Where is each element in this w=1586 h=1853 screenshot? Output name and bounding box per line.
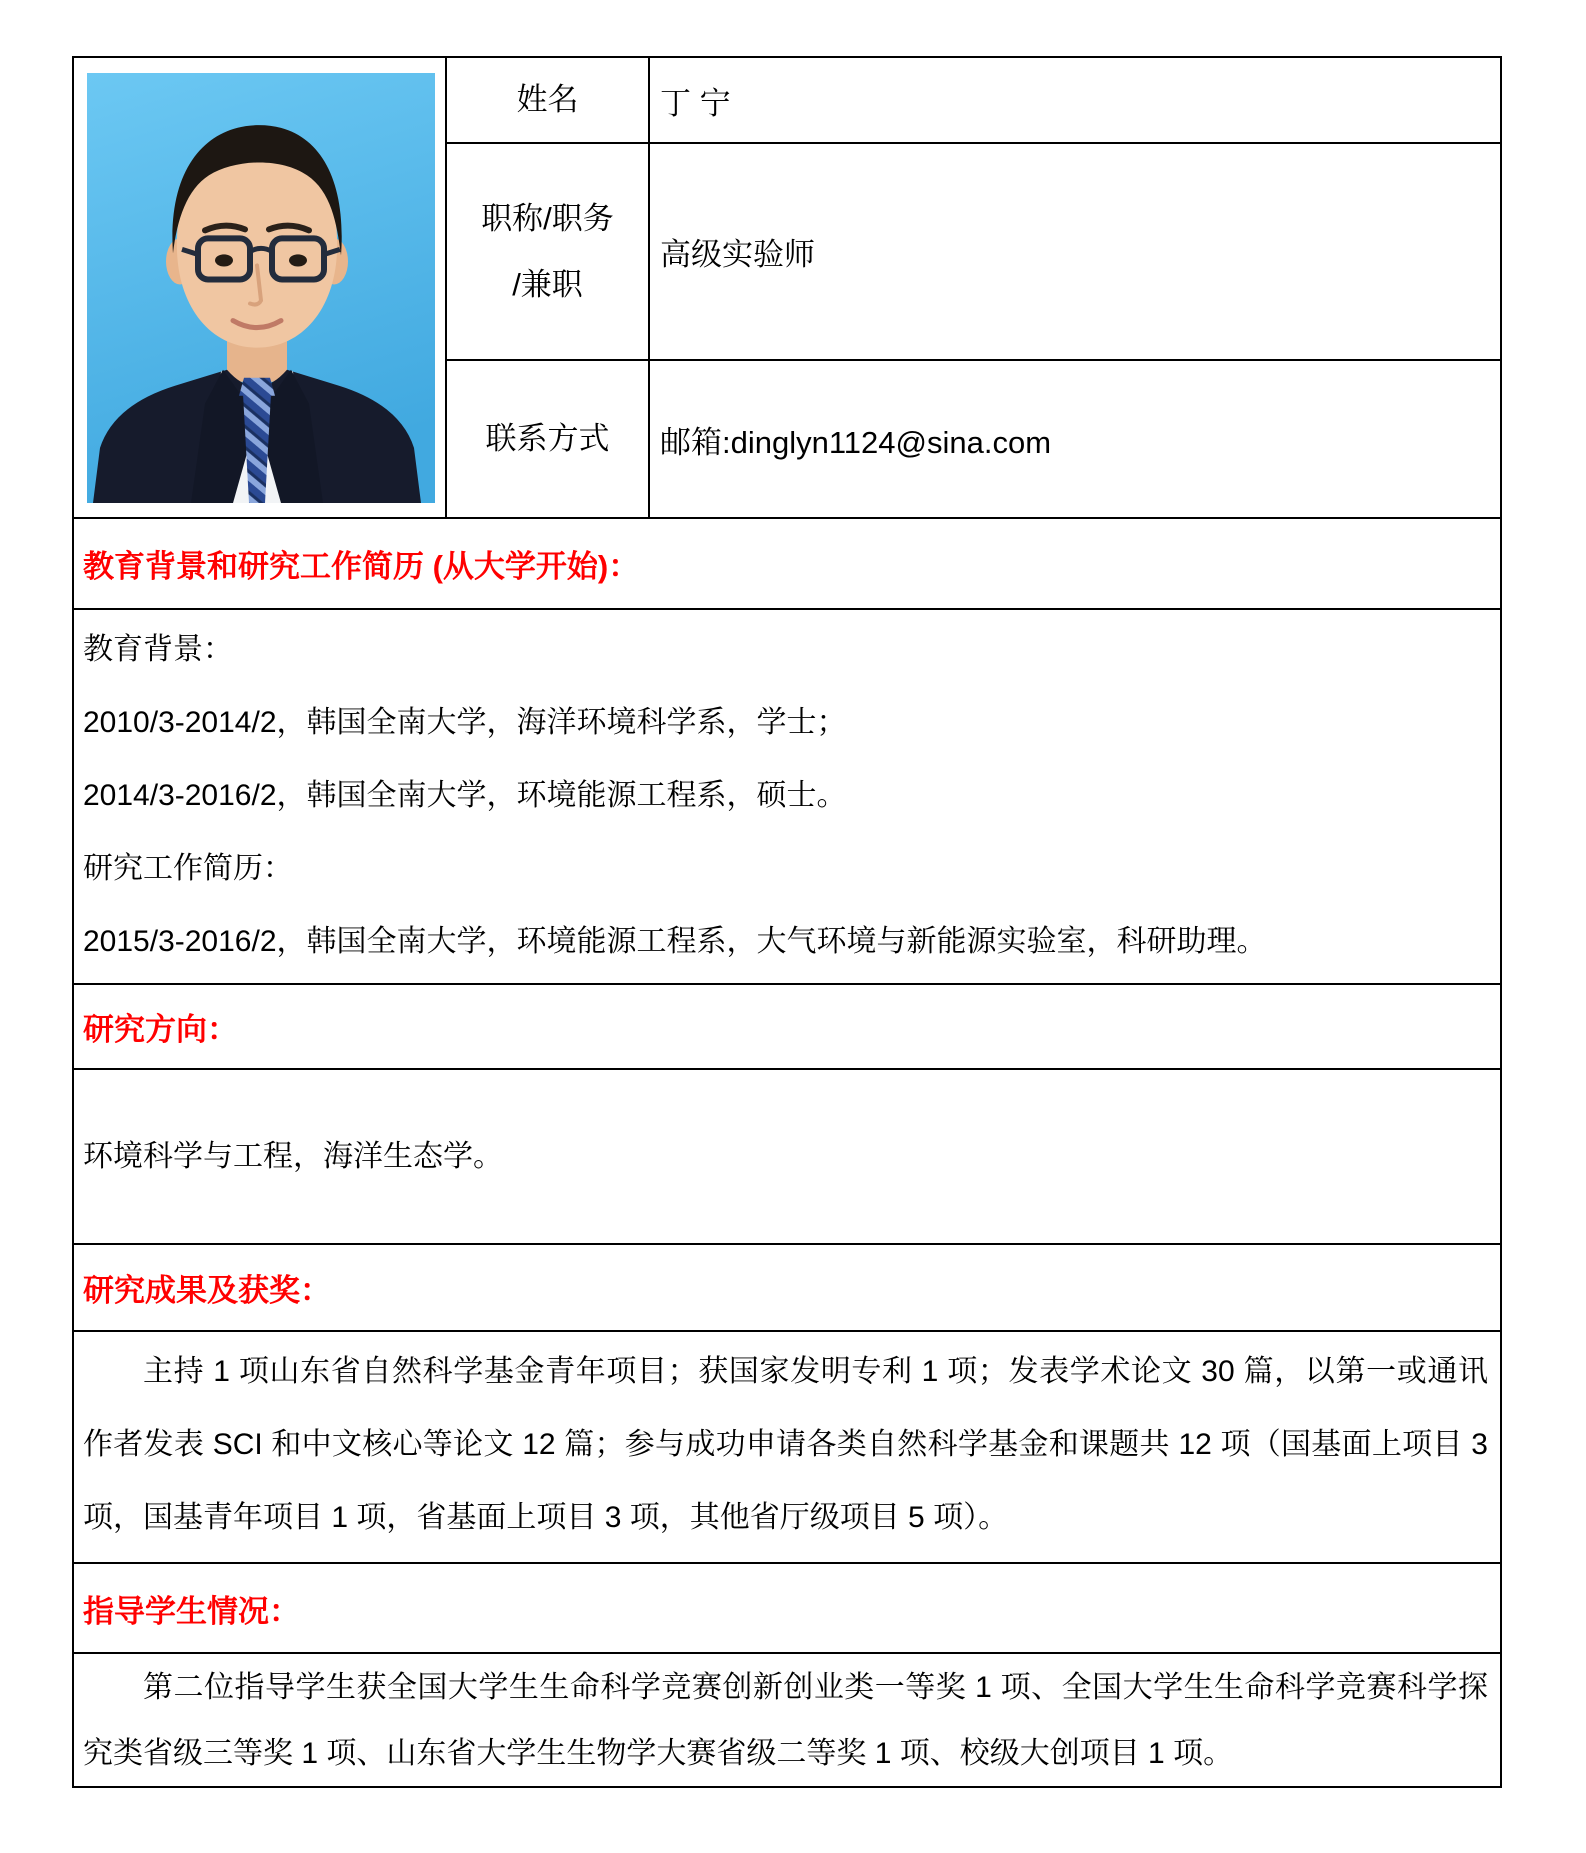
education-line: 2015/3-2016/2，韩国全南大学，环境能源工程系，大气环境与新能源实验室，科研助理。 [83, 925, 1267, 958]
profile-info-table [74, 58, 1500, 517]
section-direction-title: 研究方向： [83, 1012, 238, 1047]
contact-label: 联系方式 [485, 421, 610, 456]
section-students-header [74, 1562, 1500, 1652]
title-label-line2: /兼职 [512, 266, 583, 302]
contact-label-cell [447, 361, 650, 517]
contact-email-value: 邮箱:dinglyn1124@sina.com [660, 424, 1052, 460]
title-label-cell [447, 144, 650, 361]
education-line: 教育背景： [83, 633, 233, 666]
title-label-line1: 职称/职务 [481, 200, 614, 236]
education-line: 研究工作简历： [83, 852, 293, 885]
section-achievements-content [74, 1330, 1500, 1562]
direction-line: 环境科学与工程，海洋生态学。 [83, 1139, 503, 1173]
section-achievements-header [74, 1243, 1500, 1330]
education-line: 2014/3-2016/2，韩国全南大学，环境能源工程系，硕士。 [83, 779, 847, 812]
education-line: 2010/3-2014/2，韩国全南大学，海洋环境科学系，学士； [83, 706, 847, 739]
name-label: 姓名 [516, 82, 579, 117]
contact-value-cell [650, 361, 1500, 517]
name-value-cell [650, 58, 1500, 144]
section-direction-header [74, 983, 1500, 1068]
section-students-content [74, 1652, 1500, 1786]
section-education-header [74, 517, 1500, 608]
title-value: 高级实验师 [660, 237, 815, 272]
section-education-content [74, 608, 1500, 983]
section-students-title: 指导学生情况： [83, 1593, 300, 1629]
name-label-cell [447, 58, 650, 144]
achievements-paragraph: 主持 1 项山东省自然科学基金青年项目；获国家发明专利 1 项；发表学术论文 30 篇，以第一或通讯作者发表 SCI 和中文核心等论文 12 篇；参与成功申请各类自然科学基金和课题共 12 项（国基面上项目 3 项，国基青年项目 1 项，省基面上项目 3 项，其他省厅级项目 5 项）。 [83, 1355, 1488, 1534]
section-direction-content [74, 1068, 1500, 1243]
students-paragraph: 第二位指导学生获全国大学生生命科学竞赛创新创业类一等奖 1 项、全国大学生生命科学竞赛科学探究类省级三等奖 1 项、山东省大学生生物学大赛省级二等奖 1 项、校级大创项目 1 项。 [83, 1671, 1488, 1770]
name-value: 丁 宁 [660, 85, 731, 121]
profile-document [72, 56, 1502, 1788]
section-education-title: 教育背景和研究工作简历 (从大学开始)： [83, 549, 640, 584]
portrait-photo [87, 73, 435, 503]
section-achievements-title: 研究成果及获奖： [83, 1273, 331, 1308]
photo-cell [74, 58, 447, 517]
title-value-cell [650, 144, 1500, 361]
